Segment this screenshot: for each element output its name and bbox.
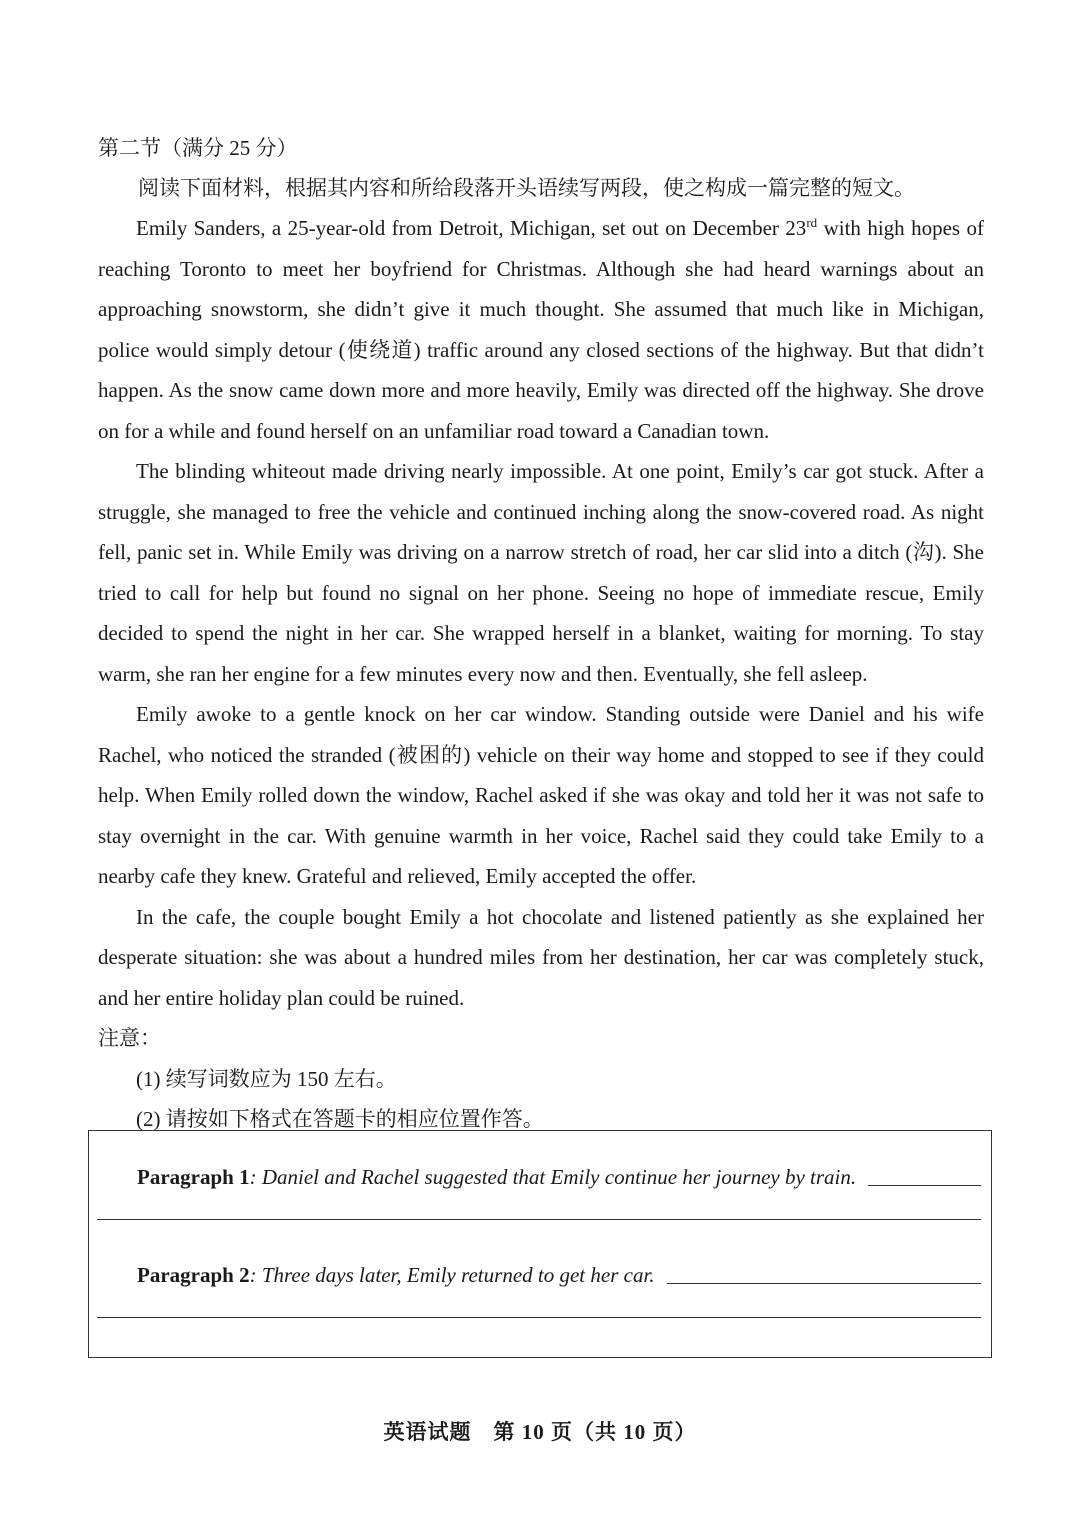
- answer-format-box: [88, 1130, 992, 1358]
- notes-title: 注意：: [98, 1026, 161, 1050]
- paragraph-2-line: [137, 1263, 981, 1288]
- section-instruction: 阅读下面材料，根据其内容和所给段落开头语续写两段，使之构成一篇完整的短文。: [138, 176, 915, 200]
- exam-page: [98, 128, 984, 1140]
- paragraph-1-blank: [868, 1167, 981, 1186]
- answer-rule-1: [97, 1219, 981, 1220]
- note-item-2: (2) 请按如下格式在答题卡的相应位置作答。: [136, 1107, 544, 1131]
- story-paragraph-3: Emily awoke to a gentle knock on her car window. Standing outside were Daniel and his wife Rachel, who noticed the stranded (被困的) vehicle on their way home and stopped to see if they could help. When Emily rolled down the window, Rachel asked if she was okay and told her it was not safe to stay overnight in the car. With genuine warmth in her voice, Rachel said they could take Emily to a nearby cafe they knew. Grateful and relieved, Emily accepted the offer.: [98, 702, 984, 888]
- section-title: 第二节（满分 25 分）: [98, 136, 298, 160]
- story-p1-rest: with high hopes of reaching Toronto to meet her boyfriend for Christmas. Although she had heard warnings about an approaching snowstorm, she didn’t give it much thought. She assumed that much like in Michigan, police would simply detour (使绕道) traffic around any closed sections of the highway. But that didn’t happen. As the snow came down more and more heavily, Emily was directed off the highway. She drove on for a while and found herself on an unfamiliar road toward a Canadian town.: [98, 216, 985, 443]
- page-footer: 英语试题 第 10 页（共 10 页）: [383, 1420, 697, 1444]
- paragraph-1-line: [137, 1165, 981, 1190]
- note-item-1: (1) 续写词数应为 150 左右。: [136, 1066, 397, 1091]
- story-paragraph-4: In the cafe, the couple bought Emily a hot chocolate and listened patiently as she explained her desperate situation: she was about a hundred miles from her destination, her car was completely stuck, and her entire holiday plan could be ruined.: [98, 904, 984, 1010]
- paragraph-2-starter: : Three days later, Emily returned to get her car.: [249, 1263, 655, 1287]
- ordinal-suffix: rd: [806, 215, 818, 230]
- story-paragraph-1: [98, 208, 984, 451]
- paragraph-2-label: Paragraph 2: [137, 1263, 250, 1287]
- paragraph-2-blank: [667, 1265, 981, 1284]
- story-paragraph-2: The blinding whiteout made driving nearly impossible. At one point, Emily’s car got stuck. After a struggle, she managed to free the vehicle and continued inching along the snow-covered road. As night fell, panic set in. While Emily was driving on a narrow stretch of road, her car slid into a ditch (沟). She tried to call for help but found no signal on her phone. Seeing no hope of immediate rescue, Emily decided to spend the night in her car. She wrapped herself in a blanket, waiting for morning. To stay warm, she ran her engine for a few minutes every now and then. Eventually, she fell asleep.: [98, 459, 984, 686]
- paragraph-1-starter: : Daniel and Rachel suggested that Emily continue her journey by train.: [249, 1165, 857, 1189]
- story-p1-start: Emily Sanders, a 25-year-old from Detroit, Michigan, set out on December 23: [136, 216, 807, 240]
- answer-rule-2: [97, 1317, 981, 1318]
- paragraph-1-label: Paragraph 1: [137, 1165, 250, 1189]
- story-passage: [98, 208, 984, 1018]
